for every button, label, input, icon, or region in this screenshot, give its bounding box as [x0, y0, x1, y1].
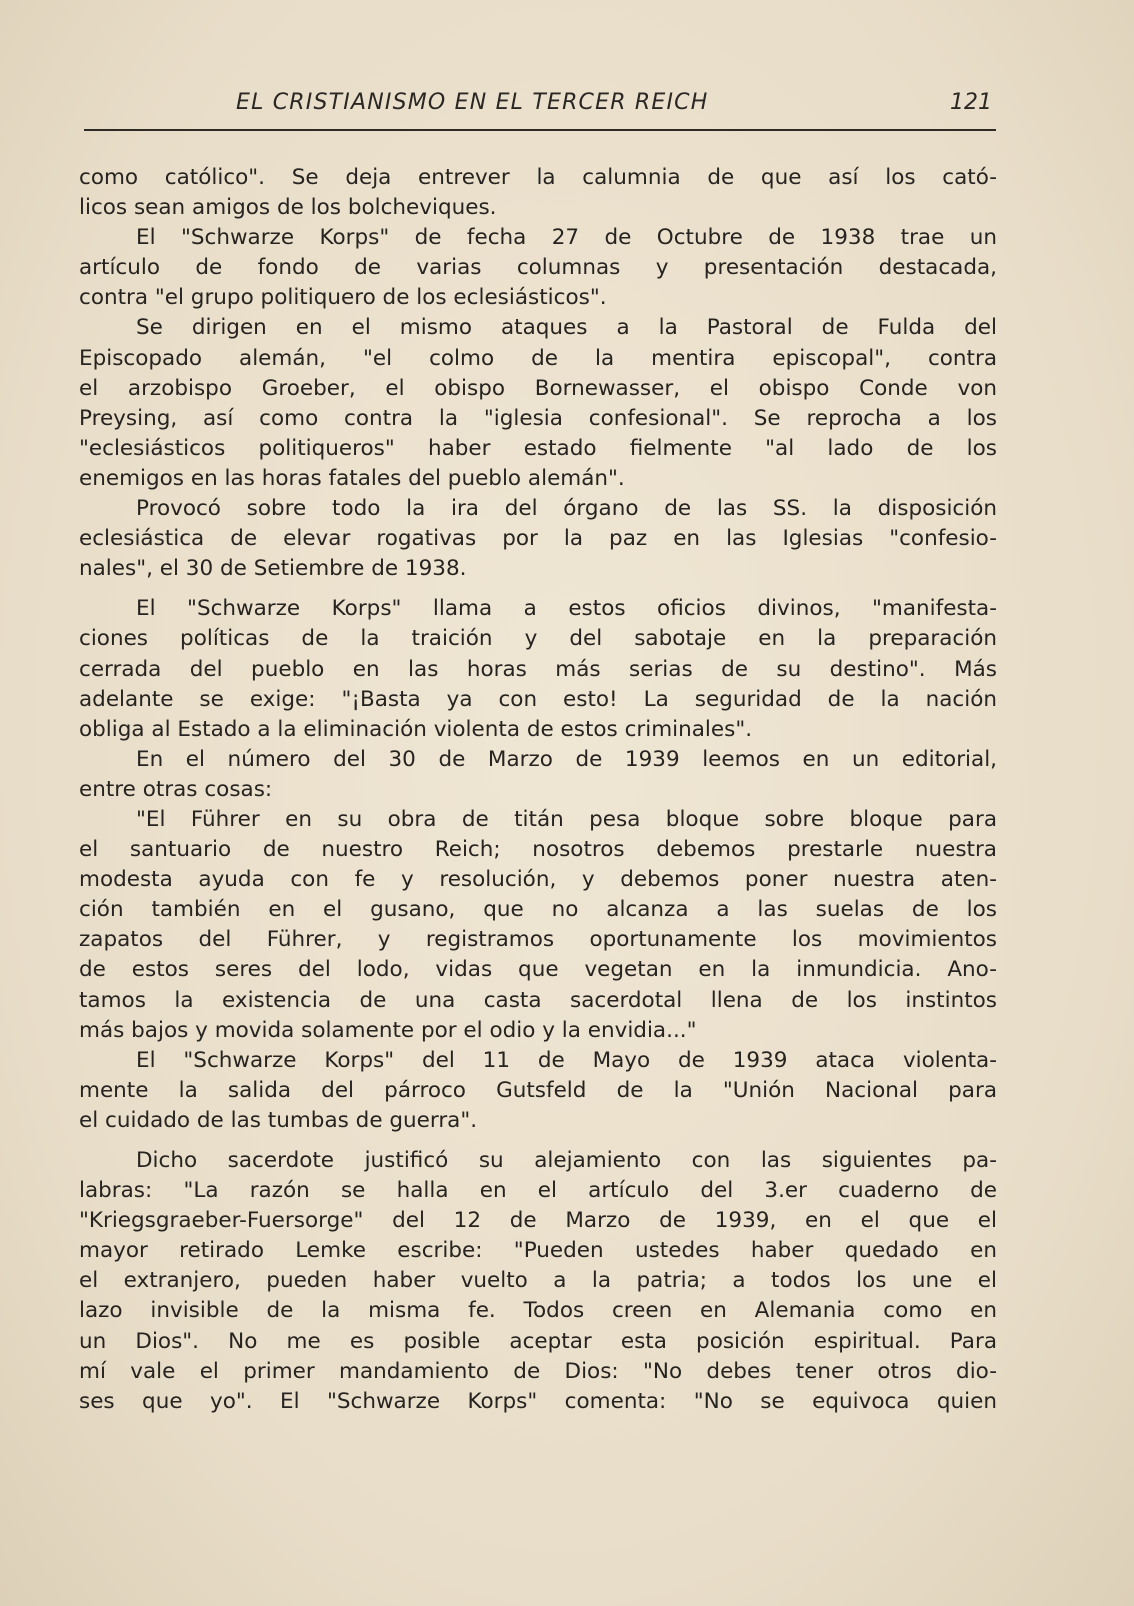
- text-line: el cuidado de las tumbas de guerra".: [79, 1107, 478, 1133]
- text-line: adelante se exige: "¡Basta ya con esto! La seguridad de la nación: [79, 686, 997, 712]
- header-rule: [84, 129, 996, 131]
- text-line: Episcopado alemán, "el colmo de la mentira episcopal", contra: [79, 345, 997, 371]
- page-header: [84, 86, 996, 126]
- body-text: [79, 163, 997, 1417]
- text-line: El "Schwarze Korps" de fecha 27 de Octubre de 1938 trae un: [136, 225, 997, 251]
- text-line: eclesiástica de elevar rogativas por la paz en las Iglesias "confesio-: [79, 526, 997, 552]
- text-line: Dicho sacerdote justificó su alejamiento con las siguientes pa-: [136, 1148, 997, 1173]
- text-line: labras: "La razón se halla en el artículo del 3.er cuaderno de: [79, 1178, 997, 1204]
- text-line: zapatos del Führer, y registramos oportunamente los movimientos: [79, 927, 997, 953]
- text-line: nales", el 30 de Setiembre de 1938.: [79, 556, 467, 582]
- text-line: como católico". Se deja entrever la calumnia de que así los cató-: [79, 165, 997, 190]
- text-line: de estos seres del lodo, vidas que vegetan en la inmundicia. Ano-: [79, 957, 997, 983]
- text-line: lazo invisible de la misma fe. Todos creen en Alemania como en: [79, 1298, 997, 1324]
- text-line: ciones políticas de la traición y del sabotaje en la preparación: [79, 626, 997, 652]
- text-line: artículo de fondo de varias columnas y presentación destacada,: [79, 255, 997, 281]
- text-line: mente la salida del párroco Gutsfeld de la "Unión Nacional para: [79, 1077, 997, 1103]
- text-line: obliga al Estado a la eliminación violenta de estos criminales".: [79, 716, 753, 742]
- text-line: un Dios". No me es posible aceptar esta posición espiritual. Para: [79, 1328, 997, 1354]
- text-line: contra "el grupo politiquero de los eclesiásticos".: [79, 285, 607, 311]
- text-line: En el número del 30 de Marzo de 1939 leemos en un editorial,: [136, 746, 997, 772]
- text-line: "El Führer en su obra de titán pesa bloque sobre bloque para: [136, 806, 997, 832]
- page-number: 121: [950, 90, 992, 115]
- text-line: Preysing, así como contra la "iglesia confesional". Se reprocha a los: [79, 405, 997, 431]
- text-line: el santuario de nuestro Reich; nosotros debemos prestarle nuestra: [79, 837, 997, 863]
- text-line: tamos la existencia de una casta sacerdotal llena de los instintos: [79, 987, 997, 1013]
- text-line: entre otras cosas:: [79, 776, 273, 802]
- text-line: modesta ayuda con fe y resolución, y debemos poner nuestra aten-: [79, 867, 997, 893]
- text-line: el extranjero, pueden haber vuelto a la patria; a todos los une el: [79, 1268, 997, 1294]
- text-line: ses que yo". El "Schwarze Korps" comenta: "No se equivoca quien: [79, 1388, 997, 1414]
- text-line: ción también en el gusano, que no alcanza a las suelas de los: [79, 897, 997, 923]
- text-line: el arzobispo Groeber, el obispo Bornewasser, el obispo Conde von: [79, 375, 997, 401]
- text-line: El "Schwarze Korps" del 11 de Mayo de 1939 ataca violenta-: [136, 1047, 997, 1073]
- running-title: EL CRISTIANISMO EN EL TERCER REICH: [236, 90, 709, 115]
- text-line: "Kriegsgraeber-Fuersorge" del 12 de Marzo de 1939, en el que el: [79, 1208, 997, 1234]
- text-line: Se dirigen en el mismo ataques a la Pastoral de Fulda del: [136, 315, 997, 341]
- text-line: cerrada del pueblo en las horas más serias de su destino". Más: [79, 656, 997, 682]
- text-line: mí vale el primer mandamiento de Dios: "No debes tener otros dio-: [79, 1358, 997, 1384]
- text-line: enemigos en las horas fatales del pueblo alemán".: [79, 465, 625, 491]
- text-line: El "Schwarze Korps" llama a estos oficios divinos, "manifesta-: [136, 596, 997, 622]
- text-line: "eclesiásticos politiqueros" haber estado fielmente "al lado de los: [79, 435, 997, 461]
- text-line: mayor retirado Lemke escribe: "Pueden ustedes haber quedado en: [79, 1238, 997, 1264]
- text-line: licos sean amigos de los bolcheviques.: [79, 195, 497, 221]
- text-line: más bajos y movida solamente por el odio y la envidia...": [79, 1017, 697, 1043]
- text-line: Provocó sobre todo la ira del órgano de las SS. la disposición: [136, 496, 997, 522]
